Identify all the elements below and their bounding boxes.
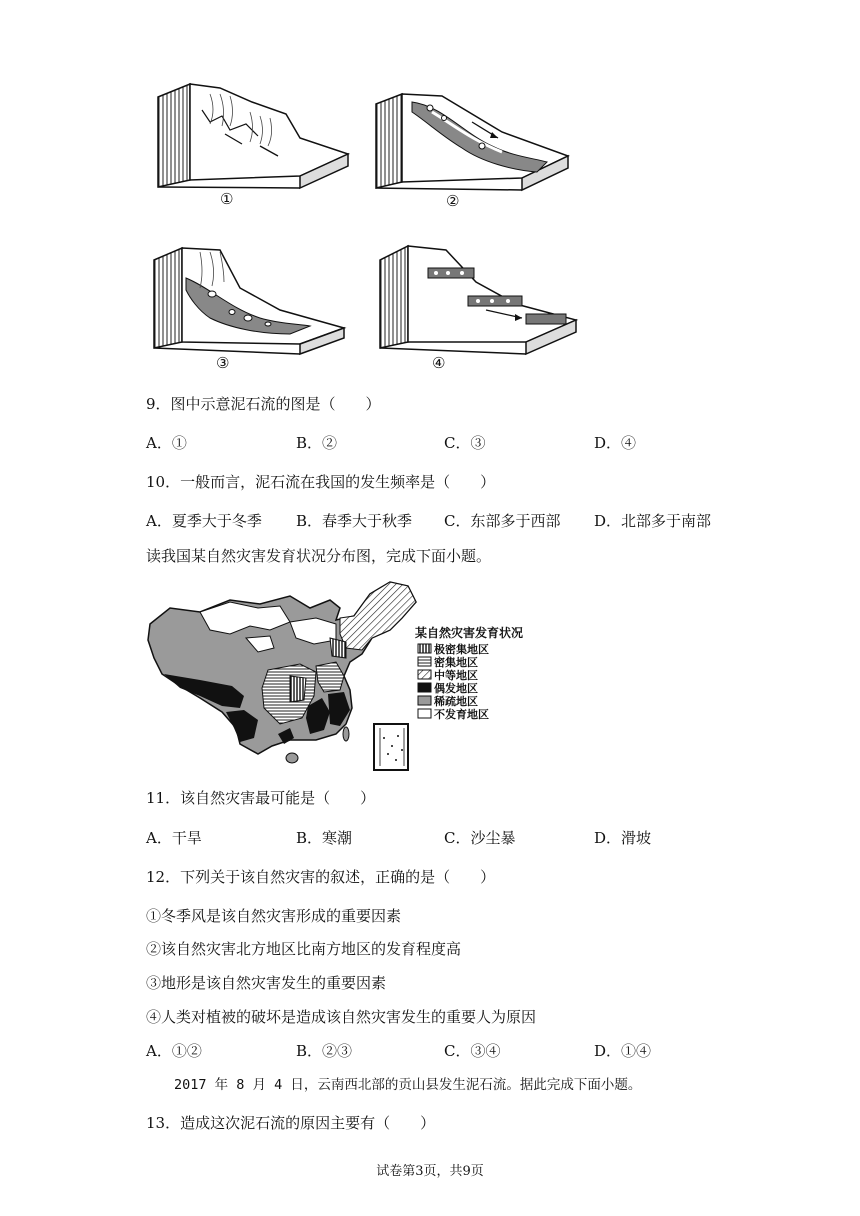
figure-4 <box>376 238 586 370</box>
question-9-stem: 9．图中示意泥石流的图是（ ） <box>146 395 381 413</box>
question-11-option-b[interactable]: B．寒潮 <box>296 829 353 847</box>
question-12-option-d[interactable]: D．①④ <box>594 1042 652 1060</box>
legend-item-sparse: 稀疏地区 <box>434 695 478 708</box>
figure-3 <box>150 238 350 370</box>
question-12-statement-4: ④人类对植被的破坏是造成该自然灾害发生的重要人为原因 <box>146 1008 537 1026</box>
mudflow-block-diagram-2 <box>372 82 582 212</box>
question-12-statement-1: ①冬季风是该自然灾害形成的重要因素 <box>146 907 402 925</box>
landslide-block-diagram-4 <box>376 238 586 370</box>
question-10-option-a[interactable]: A．夏季大于冬季 <box>146 512 262 530</box>
legend-title: 某自然灾害发育状况 <box>415 626 524 640</box>
legend-item-very-dense: 极密集地区 <box>434 643 489 656</box>
legend-swatch-very-dense <box>418 644 431 653</box>
question-13-stem: 13．造成这次泥石流的原因主要有（ ） <box>146 1114 436 1132</box>
legend-swatch-dense <box>418 657 431 666</box>
event-intro-text: 2017 年 8 月 4 日，云南西北部的贡山县发生泥石流。据此完成下面小题。 <box>174 1077 642 1093</box>
question-12-stem: 12．下列关于该自然灾害的叙述，正确的是（ ） <box>146 868 496 886</box>
question-10-stem: 10．一般而言，泥石流在我国的发生频率是（ ） <box>146 473 496 491</box>
figure-label-3: ③ <box>216 354 230 372</box>
question-12-statement-2: ②该自然灾害北方地区比南方地区的发育程度高 <box>146 940 462 958</box>
legend-swatch-occasional <box>418 683 431 692</box>
question-12-option-c[interactable]: C．③④ <box>444 1042 501 1060</box>
question-11-option-c[interactable]: C．沙尘暴 <box>444 829 516 847</box>
question-12-statement-3: ③地形是该自然灾害发生的重要因素 <box>146 974 387 992</box>
china-hazard-map <box>140 578 530 776</box>
question-11-option-a[interactable]: A．干旱 <box>146 829 202 847</box>
rockfall-block-diagram-3 <box>150 238 350 370</box>
legend-swatch-moderate <box>418 670 431 679</box>
question-9-option-b[interactable]: B．② <box>296 434 338 452</box>
question-9-option-c[interactable]: C．③ <box>444 434 486 452</box>
question-10-option-c[interactable]: C．东部多于西部 <box>444 512 561 530</box>
question-12-option-a[interactable]: A．①② <box>146 1042 202 1060</box>
figure-label-4: ④ <box>432 354 446 372</box>
legend-swatch-none <box>418 709 431 718</box>
legend-item-occasional: 偶发地区 <box>434 682 478 695</box>
page-footer: 试卷第3页，共9页 <box>376 1164 484 1179</box>
legend-swatch-sparse <box>418 696 431 705</box>
question-11-stem: 11．该自然灾害最可能是（ ） <box>146 789 376 807</box>
question-9-option-a[interactable]: A．① <box>146 434 187 452</box>
question-10-option-b[interactable]: B．春季大于秋季 <box>296 512 413 530</box>
map-intro-text: 读我国某自然灾害发育状况分布图，完成下面小题。 <box>146 547 492 565</box>
legend-item-none: 不发育地区 <box>434 708 489 721</box>
legend-item-dense: 密集地区 <box>434 656 478 669</box>
landslide-block-diagram-1 <box>150 72 360 212</box>
figure-1 <box>150 72 360 212</box>
figure-label-2: ② <box>446 192 460 210</box>
figure-label-1: ① <box>220 190 234 208</box>
question-12-option-b[interactable]: B．②③ <box>296 1042 353 1060</box>
question-11-option-d[interactable]: D．滑坡 <box>594 829 652 847</box>
legend-item-moderate: 中等地区 <box>434 669 478 682</box>
question-10-option-d[interactable]: D．北部多于南部 <box>594 512 712 530</box>
figure-2 <box>372 82 582 212</box>
question-9-option-d[interactable]: D．④ <box>594 434 637 452</box>
